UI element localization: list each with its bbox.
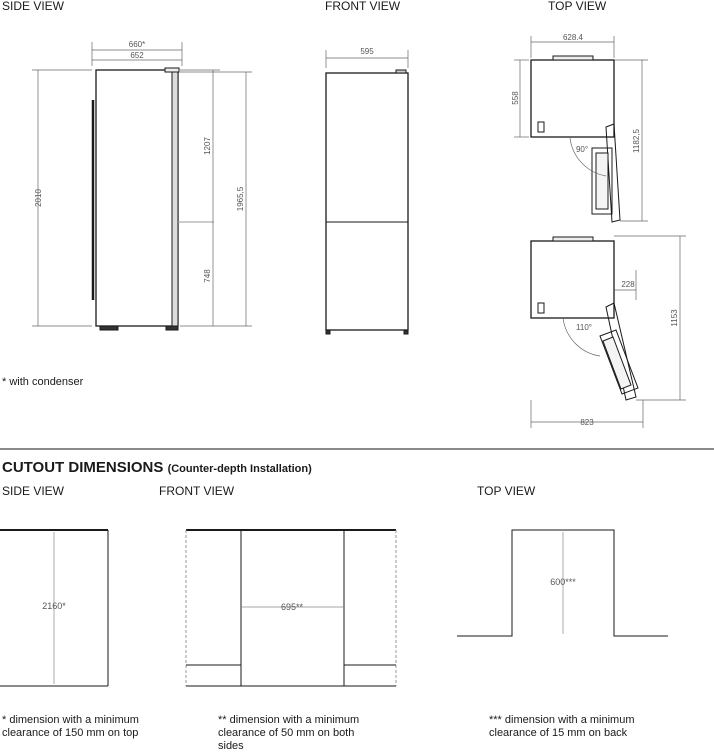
dim-width-open-110: 823 [580, 418, 594, 427]
cutout-subtitle: (Counter-depth Installation) [167, 463, 312, 475]
top-view-110-fridge [531, 237, 638, 400]
note-top: *** dimension with a minimum clearance of 15 mm on back [489, 714, 635, 739]
dim-fridge-height: 1207 [203, 137, 212, 155]
condenser-note: * with condenser [2, 376, 84, 388]
cutout-depth-dim: 600*** [550, 577, 576, 587]
dim-angle-90: 90° [575, 145, 589, 154]
side-view-title: SIDE VIEW [2, 0, 65, 13]
dim-front-width: 595 [360, 47, 374, 56]
cutout-width-dim: 695** [280, 602, 304, 612]
top-view-90-dimensions [514, 36, 648, 221]
cutout-height-dim: 2160* [42, 601, 66, 611]
dim-depth-condenser: 660* [128, 40, 146, 49]
dim-angle-110: 110° [576, 323, 592, 332]
dim-freezer-height: 748 [203, 269, 212, 283]
dim-depth: 652 [130, 51, 144, 60]
dim-door-height: 1965,5 [236, 186, 245, 212]
cutout-top-view-title: TOP VIEW [477, 484, 536, 498]
cutout-title-text: CUTOUT DIMENSIONS [2, 459, 164, 476]
top-view-90-fridge [531, 56, 620, 222]
side-view-fridge [93, 68, 214, 330]
dim-door-offset: 228 [621, 280, 635, 289]
dim-depth-open-110: 1153 [670, 309, 679, 327]
cutout-front-view-title: FRONT VIEW [159, 484, 235, 498]
dim-height: 2010 [34, 189, 43, 207]
front-view-fridge [326, 70, 408, 334]
cutout-side-view-title: SIDE VIEW [2, 484, 65, 498]
dim-top-depth: 558 [511, 91, 520, 105]
top-view-title: TOP VIEW [548, 0, 607, 13]
note-front: ** dimension with a minimum clearance of 50 mm on both sides [218, 714, 360, 752]
cutout-title [2, 459, 312, 476]
top-view-110-dimensions [531, 236, 686, 428]
note-side: * dimension with a minimum clearance of 150 mm on top [2, 714, 139, 739]
dim-top-width: 628.4 [562, 33, 584, 42]
side-view-dimensions [32, 42, 252, 326]
dim-depth-open-90: 1182,5 [632, 129, 641, 153]
front-view-title: FRONT VIEW [325, 0, 401, 13]
